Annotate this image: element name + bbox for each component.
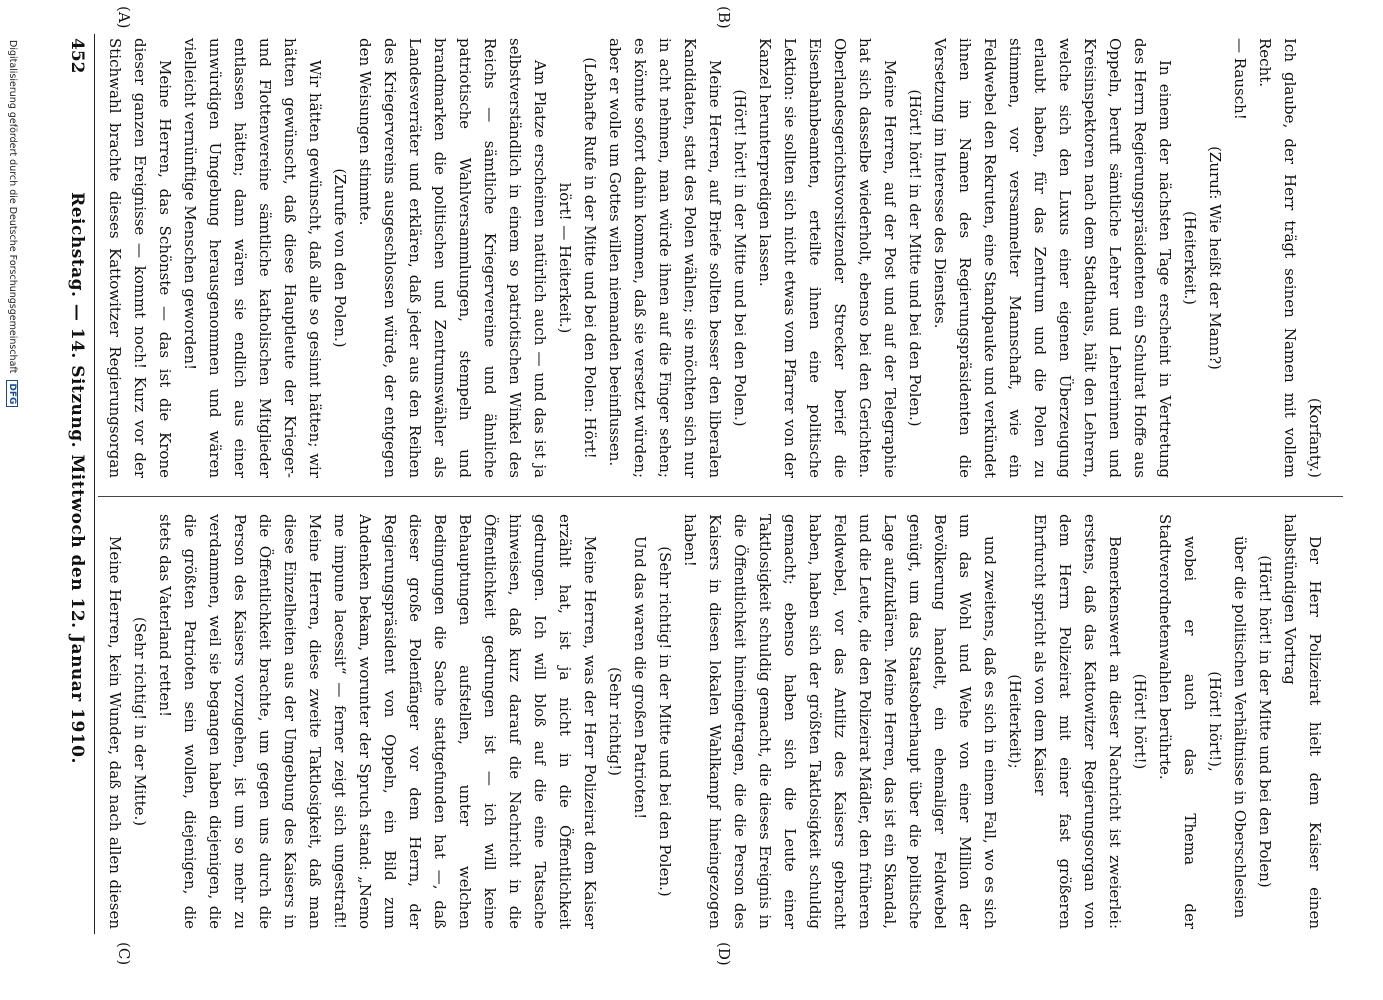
dfg-logo: DFG [6, 380, 18, 407]
paragraph: (Sehr richtig!) [606, 667, 624, 776]
paragraph: Am Platze erscheinen natürlich auch — und das ist ja selbstverständlich in einem so patriotischen Winkel des Reichs — sämtliche Kriegervereine und ähnliche patriotische Wahlversammlungen, stempeln und brandmarken die politischen und Zentrumswähler als Landesverräter und erklären, daß jeder aus den Reihen des Kriegervereins ausgeschlossen würde, der entgegen den Weisungen stimmte. [356, 38, 549, 478]
paragraph: über die politischen Verhältnisse in Oberschlesien [1231, 536, 1249, 919]
digitization-credit [6, 40, 18, 407]
paragraph: (Heiterkeit.) [1181, 210, 1199, 306]
page-header [57, 38, 87, 918]
paragraph: In einem der nächsten Tage erscheint in Vertretung des Herrn Regierungspräsidenten ein Schulrat Hoffe aus Oppeln, beruft sämtliche Lehrer und Lehrerinnen und Kreisinspektoren nach dem Stadthaus, hält den Lehrern, welche sich den Luxus einer eigenen Überzeugung erlaubt haben, für das Zentrum und die Polen zu stimmen, vor versammelter Mannschaft, wie ein Feldwebel den Rekruten, eine Standpauke und verkündet ihnen im Namen des Regierungspräsidenten die Versetzung im Interesse des Dienstes. [931, 38, 1174, 478]
page-number: 452 [67, 38, 87, 74]
paragraph: Meine Herren, was der Herr Polizeirat dem Kaiser erzählt hat, ist ja nicht in die Öffentlichkeit gedrungen. Ich will bloß auf die eine Tatsache hinweisen, daß kurz darauf die Nachricht in die Öffentlichkeit gedrungen ist — ich will keine Behauptungen aufstellen, unter welchen Bedingungen die Sache stattgefunden hat —, daß dieser große Polenfänger vor dem Herrn, der Regierungspräsident von Oppeln, ein Bild zum Andenken bekam, worunter der Spruch stand: „Nemo me impune lacessit“ — ferner zeigt sich ungestraft! Meine Herren, diese zweite Taktlosigkeit, daß man diese Einzelheiten aus der Umgebung des Kaisers in die Öffentlichkeit brachte, um gegen uns durch die Person des Kaisers vorzugehen, ist um so mehr zu verdammen, weil sie begangen haben diejenigen, die die größten Patrioten sein wollen, diejenigen, die stets das Vaterland retten! [156, 514, 599, 929]
column-divider [98, 496, 1343, 497]
paragraph: und zweitens, daß es sich in einem Fall, wo es sich um das Wohl und Wehe von einer Million der Bevölkerung handelt, ein ehemaliger Feldwebel genügt, um das Staatsoberhaupt über die politische Lage aufzuklären. Meine Herren, das ist ein Skandal, und die Leute, die den Polizeirat Mädler, den früheren Feldwebel, vor das Antlitz des Kaisers gebracht haben, haben sich der größten Taktlosigkeit schuldig gemacht; ebenso haben sich die Leute einer Taktlosigkeit schuldig gemacht, die dieses Ereignis in die Öffentlichkeit hineingetragen, die die Person des Kaisers in diesen lokalen Wahlkampf hineingezogen haben! [681, 514, 999, 929]
running-title: Reichstag. — 14. Sitzung. Mittwoch den 12. Januar 1910. [67, 192, 87, 764]
credit-text: Digitalisierung gefördert durch die Deutsche Forschungsgemeinschaft [7, 40, 18, 374]
paragraph: Meine Herren, kein Wunder, daß nach allen diesen [106, 536, 124, 929]
paragraph: Meine Herren, auf Briefe sollten besser den liberalen Kandidaten, statt des Polen wählen; sie möchten sich nur in acht nehmen, man würde ihnen auf die Finger sehen; es könnte sofort dahin kommen, daß sie versetzt würden; aber er wolle um Gottes willen niemanden beeinflussen. [606, 38, 724, 478]
right-text-column [102, 514, 1327, 929]
paragraph: Wir hätten gewünscht, daß alle so gesinnt hätten; wir hätten gewünscht, daß diese Hauptleute der Krieger- und Flottenvereine sämtliche katholischen Mitglieder entlassen hätten; dann wären sie endlich aus einer unwürdigen Umgebung herausgenommen und wären vielleicht vernünftige Menschen geworden! [181, 38, 324, 478]
paragraph: — Rausch! [1231, 38, 1249, 120]
paragraph: (Hört! hört!), [1206, 671, 1224, 772]
paragraph: Ich glaube, der Herr trägt seinen Namen mit vollem Recht. [1256, 38, 1299, 478]
left-text-column [102, 38, 1327, 478]
paragraph: Meine Herren, das Schönste — das ist die Krone dieser ganzen Ereignisse — kommt noch! Kurz vor der Stichwahl brachte dieses Kattowitzer Regierungsorgan [106, 38, 174, 478]
paragraph: (Korfanty.) [1306, 397, 1324, 478]
paragraph: (Hört! hört! in der Mitte und bei den Polen) [1256, 555, 1274, 888]
paragraph: Und das waren die großen Patrioten! [631, 536, 649, 820]
paragraph: (Heiterkeit); [1006, 674, 1024, 769]
paragraph: Meine Herren, auf der Post und auf der Telegraphie hat sich dasselbe wiederholt, ebenso bei den Gerichten. Oberlandesgerichtsvorsitzender Strecker berief die Eisenbahnbeamten, erteilte ihnen eine politische Lektion: sie sollten sich nicht etwas vom Pfarrer von der Kanzel herunterpredigen lassen. [756, 38, 899, 478]
paragraph: (Hört! hört! in der Mitte und bei den Polen.) [906, 89, 924, 427]
header-rule [94, 34, 95, 934]
paragraph: Der Herr Polizeirat hielt dem Kaiser einen halbstündigen Vortrag [1281, 514, 1324, 929]
margin-marker-b: (B) [715, 6, 733, 29]
paragraph: (Hört! hört!) [1131, 673, 1149, 770]
paragraph: Bemerkenswert an dieser Nachricht ist zweierlei: erstens, daß das Kattowitzer Regierungsorgan von dem Herrn Polizeirat mit einer fast größeren Ehrfurcht spricht als von dem Kaiser [1031, 514, 1124, 929]
paragraph: (Sehr richtig! in der Mitte und bei den Polen.) [656, 546, 674, 897]
paragraph: (Sehr richtig! in der Mitte.) [131, 616, 149, 827]
paragraph: (Lebhafte Rufe in der Mitte und bei den Polen: Hört! hört! — Heiterkeit.) [556, 57, 599, 459]
margin-marker-c: (C) [115, 942, 133, 966]
margin-marker-a: (A) [115, 6, 133, 29]
paragraph: (Hört! hört! in der Mitte und bei den Polen.) [731, 89, 749, 427]
paragraph: (Zurufe von den Polen.) [331, 168, 349, 348]
margin-marker-d: (D) [715, 942, 733, 966]
paragraph: (Zuruf: Wie heißt der Mann?) [1206, 146, 1224, 370]
paragraph: wobei er auch das Thema der Stadtverordnetenwahlen berührte. [1156, 514, 1199, 929]
